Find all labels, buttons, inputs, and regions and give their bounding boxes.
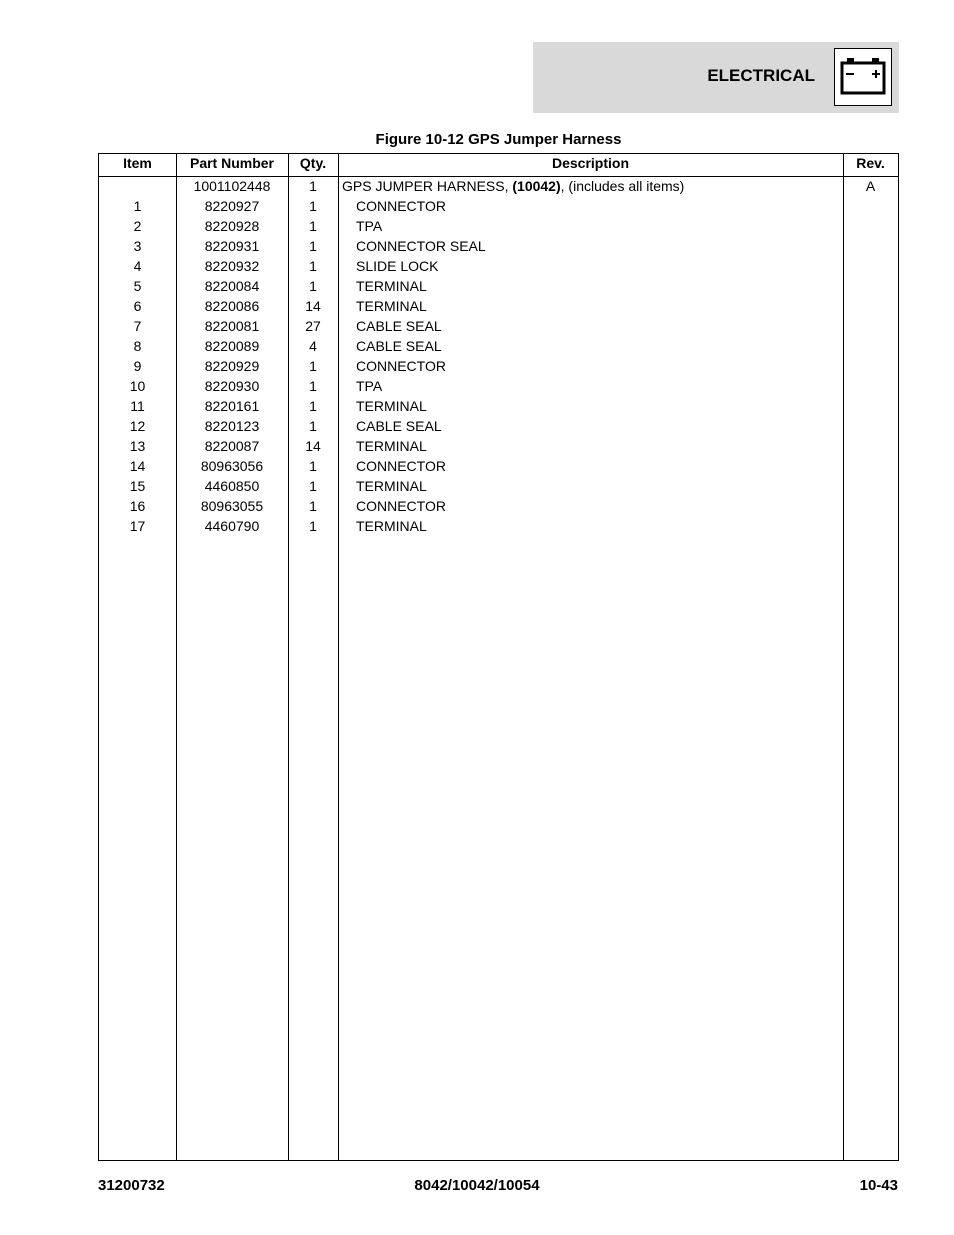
table-header [99,154,898,177]
description-cell: SLIDE LOCK [356,258,439,274]
table-row [99,296,898,316]
part-number-cell: 4460850 [204,478,260,494]
table-row [99,396,898,416]
footer-model-numbers: 8042/10042/10054 [414,1177,540,1194]
header-rev: Rev. [856,155,885,171]
part-number-cell: 8220927 [204,198,260,214]
qty-cell: 1 [309,198,317,214]
description-cell: TERMINAL [356,438,427,454]
table-row [99,516,898,536]
table-row [99,196,898,216]
qty-cell: 1 [309,238,317,254]
part-number-cell: 8220931 [204,238,260,254]
description-cell: CABLE SEAL [356,418,442,434]
item-cell: 14 [129,458,146,474]
description-cell: TERMINAL [356,518,427,534]
part-number-cell: 8220089 [204,338,260,354]
item-cell: 5 [133,278,142,294]
qty-cell: 1 [309,498,317,514]
description-cell: TERMINAL [356,398,427,414]
table-row [99,496,898,516]
table-row [99,456,898,476]
qty-cell: 1 [309,218,317,234]
rev-cell: A [865,178,876,194]
item-cell: 13 [129,438,146,454]
description-cell: TPA [356,218,383,234]
parts-table [98,153,899,1161]
description-note: , (includes all items) [560,178,685,194]
description-cell [338,176,843,196]
item-cell: 10 [129,378,146,394]
table-row [99,416,898,436]
description-cell: CONNECTOR [356,498,446,514]
footer-page-number: 10-43 [859,1177,898,1194]
item-cell: 3 [133,238,142,254]
item-cell: 15 [129,478,146,494]
table-row [99,436,898,456]
qty-cell: 1 [309,418,317,434]
header-description: Description [551,155,629,171]
item-cell: 9 [133,358,142,374]
qty-cell: 14 [305,298,321,314]
description-cell: CONNECTOR [356,198,446,214]
section-tab [533,42,899,113]
qty-cell: 1 [309,378,317,394]
qty-cell: 1 [309,258,317,274]
qty-cell: 4 [309,338,317,354]
part-number-cell: 8220081 [204,318,260,334]
part-number-cell: 1001102448 [193,178,271,194]
table-row [99,316,898,336]
part-number-cell: 8220087 [204,438,260,454]
description-cell: CONNECTOR SEAL [356,238,486,254]
part-number-cell: 8220928 [204,218,260,234]
item-cell: 12 [129,418,146,434]
qty-cell: 27 [305,318,321,334]
part-number-cell: 80963056 [200,458,264,474]
description-cell: TPA [356,378,383,394]
table-row [99,236,898,256]
assembly-row [99,176,898,196]
table-row [99,276,898,296]
qty-cell: 1 [309,278,317,294]
header-item: Item [123,155,152,171]
part-number-cell: 8220123 [204,418,260,434]
figure-title: Figure 10-12 GPS Jumper Harness [375,131,622,148]
battery-icon [834,48,892,106]
table-row [99,256,898,276]
table-row [99,476,898,496]
description-cell: CONNECTOR [356,458,446,474]
header-qty: Qty. [299,155,327,171]
table-row [99,336,898,356]
section-title: ELECTRICAL [707,66,815,85]
part-number-cell: 8220084 [204,278,260,294]
qty-cell: 1 [309,398,317,414]
item-cell: 7 [133,318,142,334]
item-cell: 17 [129,518,146,534]
footer-document-number: 31200732 [98,1177,165,1194]
part-number-cell: 8220929 [204,358,260,374]
item-cell [99,176,176,196]
qty-cell: 1 [309,358,317,374]
qty-cell: 14 [305,438,321,454]
description-cell: CABLE SEAL [356,318,442,334]
table-row [99,216,898,236]
qty-cell: 1 [309,478,317,494]
table-row [99,356,898,376]
item-cell: 2 [133,218,142,234]
header-part-number: Part Number [189,155,275,171]
item-cell: 11 [130,398,145,414]
model-number: (10042) [512,178,561,194]
part-number-cell: 80963055 [200,498,264,514]
table-row [99,376,898,396]
description-cell: CABLE SEAL [356,338,442,354]
part-number-cell: 8220086 [204,298,260,314]
qty-cell: 1 [309,178,317,194]
qty-cell: 1 [309,518,317,534]
item-cell: 6 [133,298,142,314]
description-cell: TERMINAL [356,478,427,494]
item-cell: 8 [133,338,142,354]
part-number-cell: 8220932 [204,258,260,274]
part-number-cell: 8220930 [204,378,260,394]
item-cell: 16 [129,498,146,514]
item-cell: 4 [133,258,142,274]
description-text: GPS JUMPER HARNESS, [342,178,513,194]
description-cell: TERMINAL [356,278,427,294]
battery-icon-graphic [839,55,887,97]
qty-cell: 1 [309,458,317,474]
description-cell: CONNECTOR [356,358,446,374]
part-number-cell: 8220161 [204,398,260,414]
item-cell: 1 [133,198,142,214]
description-cell: TERMINAL [356,298,427,314]
part-number-cell: 4460790 [204,518,260,534]
